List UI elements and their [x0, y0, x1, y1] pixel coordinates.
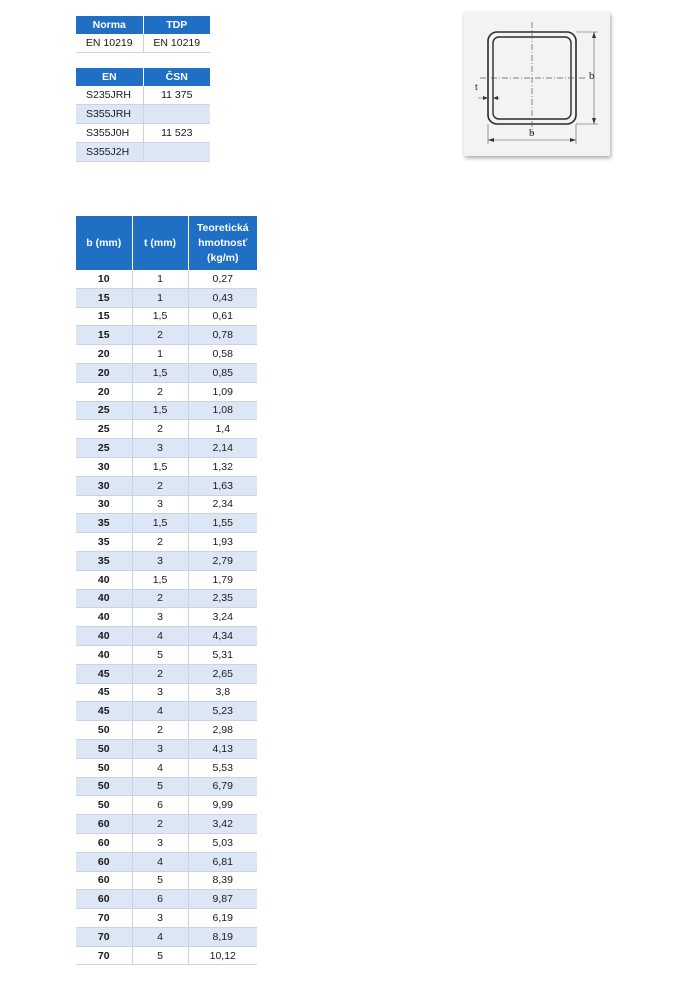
table-row — [76, 495, 257, 514]
steel-row — [76, 105, 210, 124]
t-header: t (mm) — [132, 216, 188, 270]
t-cell: 2 — [132, 721, 188, 740]
table-row — [76, 777, 257, 796]
table-row — [76, 852, 257, 871]
b-cell: 25 — [76, 401, 132, 420]
b-cell: 40 — [76, 608, 132, 627]
table-row — [76, 420, 257, 439]
table-row — [76, 608, 257, 627]
csn-grade-cell — [143, 105, 210, 124]
b-cell: 45 — [76, 683, 132, 702]
steel-grade-table — [76, 68, 210, 162]
steel-row — [76, 124, 210, 143]
weight-cell: 0,85 — [188, 363, 257, 382]
weight-cell: 3,24 — [188, 608, 257, 627]
table-row — [76, 345, 257, 364]
weight-cell: 5,31 — [188, 645, 257, 664]
weight-header: Teoretická hmotnosť (kg/m) — [188, 216, 257, 270]
table-row — [76, 664, 257, 683]
table-row — [76, 382, 257, 401]
b-cell: 70 — [76, 909, 132, 928]
tdp-header: TDP — [143, 16, 210, 34]
weight-cell: 0,58 — [188, 345, 257, 364]
csn-grade-cell: 11 375 — [143, 86, 210, 105]
b-cell: 45 — [76, 702, 132, 721]
b-cell: 45 — [76, 664, 132, 683]
en-grade-cell: S235JRH — [76, 86, 143, 105]
b-cell: 60 — [76, 815, 132, 834]
table-row — [76, 833, 257, 852]
b-cell: 35 — [76, 514, 132, 533]
weight-cell: 3,8 — [188, 683, 257, 702]
csn-header: ČSN — [143, 68, 210, 86]
dimension-b-bottom-label: b — [529, 127, 535, 139]
b-cell: 60 — [76, 871, 132, 890]
t-cell: 2 — [132, 420, 188, 439]
weight-cell: 2,35 — [188, 589, 257, 608]
table-row — [76, 551, 257, 570]
en-header: EN — [76, 68, 143, 86]
b-cell: 15 — [76, 307, 132, 326]
b-cell: 40 — [76, 645, 132, 664]
t-cell: 3 — [132, 739, 188, 758]
norma-header-row — [76, 16, 210, 34]
t-cell: 2 — [132, 533, 188, 552]
t-cell: 1,5 — [132, 401, 188, 420]
table-row — [76, 815, 257, 834]
weight-cell: 1,55 — [188, 514, 257, 533]
b-cell: 20 — [76, 363, 132, 382]
t-cell: 5 — [132, 777, 188, 796]
b-cell: 40 — [76, 627, 132, 646]
dimension-b-side-label: b — [589, 70, 595, 82]
t-cell: 5 — [132, 946, 188, 965]
t-cell: 1,5 — [132, 363, 188, 382]
table-row — [76, 702, 257, 721]
t-cell: 2 — [132, 326, 188, 345]
t-cell: 4 — [132, 627, 188, 646]
t-cell: 1,5 — [132, 307, 188, 326]
table-row — [76, 683, 257, 702]
weight-cell: 0,61 — [188, 307, 257, 326]
weight-cell: 5,53 — [188, 758, 257, 777]
b-cell: 10 — [76, 270, 132, 288]
weight-cell: 1,4 — [188, 420, 257, 439]
b-cell: 15 — [76, 288, 132, 307]
table-row — [76, 589, 257, 608]
en-grade-cell: S355J2H — [76, 143, 143, 162]
weight-cell: 5,03 — [188, 833, 257, 852]
t-cell: 4 — [132, 927, 188, 946]
t-cell: 2 — [132, 664, 188, 683]
t-cell: 1,5 — [132, 514, 188, 533]
t-cell: 1 — [132, 288, 188, 307]
weight-cell: 0,27 — [188, 270, 257, 288]
t-cell: 2 — [132, 815, 188, 834]
b-cell: 30 — [76, 495, 132, 514]
t-cell: 3 — [132, 833, 188, 852]
weight-cell: 2,79 — [188, 551, 257, 570]
t-cell: 2 — [132, 476, 188, 495]
weight-cell: 6,81 — [188, 852, 257, 871]
table-row — [76, 401, 257, 420]
t-cell: 3 — [132, 683, 188, 702]
t-cell: 5 — [132, 871, 188, 890]
table-row — [76, 288, 257, 307]
dimensions-header-row — [76, 216, 257, 270]
table-row — [76, 270, 257, 288]
b-cell: 60 — [76, 852, 132, 871]
t-cell: 4 — [132, 702, 188, 721]
table-row — [76, 645, 257, 664]
weight-cell: 3,42 — [188, 815, 257, 834]
b-cell: 70 — [76, 927, 132, 946]
weight-cell: 4,34 — [188, 627, 257, 646]
b-cell: 30 — [76, 457, 132, 476]
b-cell: 50 — [76, 758, 132, 777]
b-cell: 25 — [76, 439, 132, 458]
weight-cell: 0,78 — [188, 326, 257, 345]
t-cell: 1,5 — [132, 570, 188, 589]
b-cell: 50 — [76, 739, 132, 758]
b-cell: 40 — [76, 589, 132, 608]
csn-grade-cell — [143, 143, 210, 162]
weight-cell: 2,34 — [188, 495, 257, 514]
norma-value: EN 10219 — [76, 34, 143, 53]
cross-section-diagram — [464, 12, 610, 156]
table-row — [76, 326, 257, 345]
t-cell: 3 — [132, 909, 188, 928]
table-row — [76, 476, 257, 495]
weight-cell: 8,19 — [188, 927, 257, 946]
table-row — [76, 533, 257, 552]
b-cell: 60 — [76, 890, 132, 909]
b-cell: 20 — [76, 345, 132, 364]
t-cell: 1 — [132, 345, 188, 364]
csn-grade-cell: 11 523 — [143, 124, 210, 143]
table-row — [76, 946, 257, 965]
weight-cell: 0,43 — [188, 288, 257, 307]
norma-header: Norma — [76, 16, 143, 34]
weight-cell: 1,63 — [188, 476, 257, 495]
weight-cell: 5,23 — [188, 702, 257, 721]
weight-cell: 2,65 — [188, 664, 257, 683]
b-cell: 20 — [76, 382, 132, 401]
b-cell: 50 — [76, 777, 132, 796]
weight-cell: 1,32 — [188, 457, 257, 476]
t-cell: 1 — [132, 270, 188, 288]
b-cell: 35 — [76, 551, 132, 570]
table-row — [76, 739, 257, 758]
t-cell: 4 — [132, 852, 188, 871]
b-header: b (mm) — [76, 216, 132, 270]
weight-cell: 8,39 — [188, 871, 257, 890]
t-cell: 6 — [132, 796, 188, 815]
table-row — [76, 890, 257, 909]
norma-row — [76, 34, 210, 53]
b-cell: 50 — [76, 796, 132, 815]
table-row — [76, 307, 257, 326]
t-cell: 1,5 — [132, 457, 188, 476]
b-cell: 15 — [76, 326, 132, 345]
table-row — [76, 514, 257, 533]
square-tube-drawing — [464, 12, 610, 156]
table-row — [76, 570, 257, 589]
b-cell: 50 — [76, 721, 132, 740]
weight-cell: 10,12 — [188, 946, 257, 965]
b-cell: 35 — [76, 533, 132, 552]
weight-cell: 4,13 — [188, 739, 257, 758]
weight-cell: 1,08 — [188, 401, 257, 420]
t-cell: 3 — [132, 439, 188, 458]
en-grade-cell: S355J0H — [76, 124, 143, 143]
dimension-t-label: t — [475, 82, 478, 93]
weight-cell: 2,98 — [188, 721, 257, 740]
b-cell: 70 — [76, 946, 132, 965]
weight-cell: 6,19 — [188, 909, 257, 928]
weight-cell: 9,87 — [188, 890, 257, 909]
table-row — [76, 871, 257, 890]
t-cell: 2 — [132, 382, 188, 401]
b-cell: 25 — [76, 420, 132, 439]
steel-header-row — [76, 68, 210, 86]
table-row — [76, 927, 257, 946]
table-row — [76, 439, 257, 458]
tdp-value: EN 10219 — [143, 34, 210, 53]
table-row — [76, 457, 257, 476]
weight-cell: 6,79 — [188, 777, 257, 796]
steel-row — [76, 86, 210, 105]
weight-cell: 2,14 — [188, 439, 257, 458]
weight-cell: 1,79 — [188, 570, 257, 589]
t-cell: 6 — [132, 890, 188, 909]
t-cell: 2 — [132, 589, 188, 608]
t-cell: 5 — [132, 645, 188, 664]
table-row — [76, 627, 257, 646]
norma-table — [76, 16, 210, 53]
t-cell: 3 — [132, 495, 188, 514]
b-cell: 60 — [76, 833, 132, 852]
b-cell: 30 — [76, 476, 132, 495]
t-cell: 3 — [132, 608, 188, 627]
weight-cell: 9,99 — [188, 796, 257, 815]
weight-cell: 1,93 — [188, 533, 257, 552]
b-cell: 40 — [76, 570, 132, 589]
table-row — [76, 796, 257, 815]
t-cell: 4 — [132, 758, 188, 777]
table-row — [76, 909, 257, 928]
steel-row — [76, 143, 210, 162]
en-grade-cell: S355JRH — [76, 105, 143, 124]
table-row — [76, 758, 257, 777]
dimensions-table — [76, 216, 257, 965]
t-cell: 3 — [132, 551, 188, 570]
table-row — [76, 363, 257, 382]
table-row — [76, 721, 257, 740]
weight-cell: 1,09 — [188, 382, 257, 401]
